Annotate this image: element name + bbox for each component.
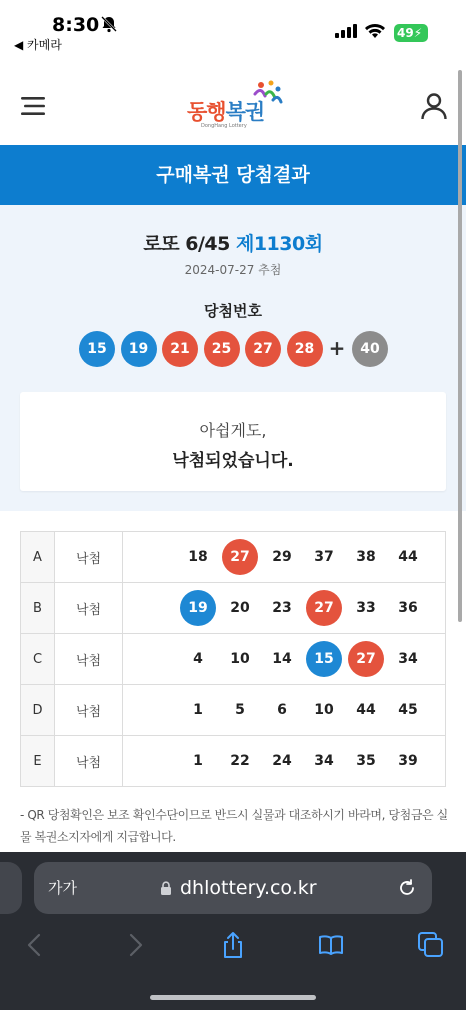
ticket-row-status: 낙첨 xyxy=(55,736,123,787)
home-indicator xyxy=(150,995,316,1000)
ticket-number: 1 xyxy=(193,702,203,718)
ticket-row-numbers xyxy=(123,583,446,634)
result-message-line2: 낙첨되었습니다. xyxy=(172,451,294,471)
tabs-icon[interactable] xyxy=(416,930,446,960)
ticket-row-label: C xyxy=(21,634,55,685)
logo-text-part2: 복권 xyxy=(225,100,265,124)
hamburger-menu-icon[interactable] xyxy=(21,96,45,116)
ticket-number: 14 xyxy=(272,651,292,667)
ticket-row xyxy=(21,634,446,685)
winning-numbers xyxy=(79,331,389,367)
ticket-number: 33 xyxy=(356,600,376,616)
game-name: 로또 6/45 xyxy=(143,233,230,255)
logo-text-part1: 동행 xyxy=(187,100,226,124)
matched-number: 19 xyxy=(180,590,216,626)
reload-icon[interactable] xyxy=(396,877,418,899)
ticket-row xyxy=(21,736,446,787)
winning-ball: 27 xyxy=(245,331,281,367)
ticket-number: 10 xyxy=(314,702,334,718)
ticket-number: 44 xyxy=(356,702,376,718)
result-message-line1: 아쉽게도, xyxy=(199,421,267,440)
ticket-number: 44 xyxy=(398,549,418,565)
draw-date: 2024-07-27 추첨 xyxy=(184,263,282,277)
url-text[interactable]: dhlottery.co.kr xyxy=(180,877,317,899)
winning-ball: 15 xyxy=(79,331,115,367)
ticket-number: 35 xyxy=(356,753,376,769)
draw-result-section xyxy=(0,205,466,511)
lock-icon xyxy=(160,881,172,895)
ticket-number: 23 xyxy=(272,600,292,616)
winning-ball: 28 xyxy=(287,331,323,367)
status-time: 8:30 xyxy=(52,14,100,36)
ticket-row-numbers xyxy=(123,532,446,583)
ticket-results-table xyxy=(20,531,446,787)
ticket-row-status: 낙첨 xyxy=(55,532,123,583)
bonus-ball: 40 xyxy=(352,331,388,367)
ticket-number: 22 xyxy=(230,753,250,769)
page-scrollbar[interactable] xyxy=(458,70,462,622)
ticket-number: 24 xyxy=(272,753,292,769)
matched-number: 27 xyxy=(348,641,384,677)
ticket-row-status: 낙첨 xyxy=(55,634,123,685)
battery-indicator: 49⚡ xyxy=(394,24,428,42)
ticket-number: 4 xyxy=(193,651,203,667)
result-message-box xyxy=(20,392,446,491)
previous-tab-stub[interactable] xyxy=(0,862,22,914)
cellular-signal-icon xyxy=(335,24,357,38)
winning-numbers-label: 당첨번호 xyxy=(204,302,262,320)
page-title: 구매복권 당첨결과 xyxy=(0,145,466,205)
winning-ball: 25 xyxy=(204,331,240,367)
status-bar xyxy=(0,0,466,62)
ticket-row-status: 낙첨 xyxy=(55,685,123,736)
logo-mark-icon xyxy=(249,80,283,110)
ticket-number: 39 xyxy=(398,753,418,769)
battery-level: 49 xyxy=(397,26,414,40)
ticket-number: 6 xyxy=(277,702,287,718)
site-header xyxy=(0,62,466,144)
wifi-icon xyxy=(364,22,386,39)
matched-number: 15 xyxy=(306,641,342,677)
ticket-number: 36 xyxy=(398,600,418,616)
qr-notice: - QR 당첨확인은 보조 확인수단이므로 반드시 실물과 대조하시기 바라며, 당첨금은 실물 복권소지자에게 지급합니다. xyxy=(20,808,448,844)
ticket-number: 38 xyxy=(356,549,376,565)
lotto-round-title xyxy=(0,229,466,256)
ticket-number: 10 xyxy=(230,651,250,667)
browser-toolbar xyxy=(0,852,466,1010)
ticket-row-label: E xyxy=(21,736,55,787)
back-to-app-link[interactable]: ◀ 카메라 xyxy=(14,38,62,52)
dhlottery-logo[interactable] xyxy=(187,80,282,132)
ticket-number: 34 xyxy=(314,753,334,769)
ticket-row xyxy=(21,532,446,583)
round-number: 제1130회 xyxy=(235,233,323,255)
ticket-number: 1 xyxy=(193,753,203,769)
ticket-number: 5 xyxy=(235,702,245,718)
ticket-row-label: B xyxy=(21,583,55,634)
winning-ball: 21 xyxy=(162,331,198,367)
ticket-row-label: A xyxy=(21,532,55,583)
ticket-number: 45 xyxy=(398,702,418,718)
ticket-number: 20 xyxy=(230,600,250,616)
ticket-number: 18 xyxy=(188,549,208,565)
user-account-icon[interactable] xyxy=(420,92,448,120)
ticket-row-label: D xyxy=(21,685,55,736)
ticket-row-numbers xyxy=(123,736,446,787)
ticket-row xyxy=(21,583,446,634)
matched-number: 27 xyxy=(222,539,258,575)
bonus-plus-sign: + xyxy=(328,336,346,360)
winning-ball: 19 xyxy=(121,331,157,367)
forward-arrow-icon[interactable] xyxy=(120,930,150,960)
ticket-number: 37 xyxy=(314,549,334,565)
text-size-button[interactable]: 가가 xyxy=(48,879,77,897)
bookmarks-icon[interactable] xyxy=(316,930,346,960)
ticket-number: 34 xyxy=(398,651,418,667)
bell-slash-icon xyxy=(100,15,118,33)
address-bar[interactable] xyxy=(34,862,432,914)
ticket-number: 29 xyxy=(272,549,292,565)
ticket-row xyxy=(21,685,446,736)
matched-number: 27 xyxy=(306,590,342,626)
ticket-row-numbers xyxy=(123,685,446,736)
ticket-row-numbers xyxy=(123,634,446,685)
ticket-row-status: 낙첨 xyxy=(55,583,123,634)
back-arrow-icon[interactable] xyxy=(20,930,50,960)
logo-subtext: DongHang Lottery xyxy=(201,123,247,129)
share-icon[interactable] xyxy=(218,930,248,960)
